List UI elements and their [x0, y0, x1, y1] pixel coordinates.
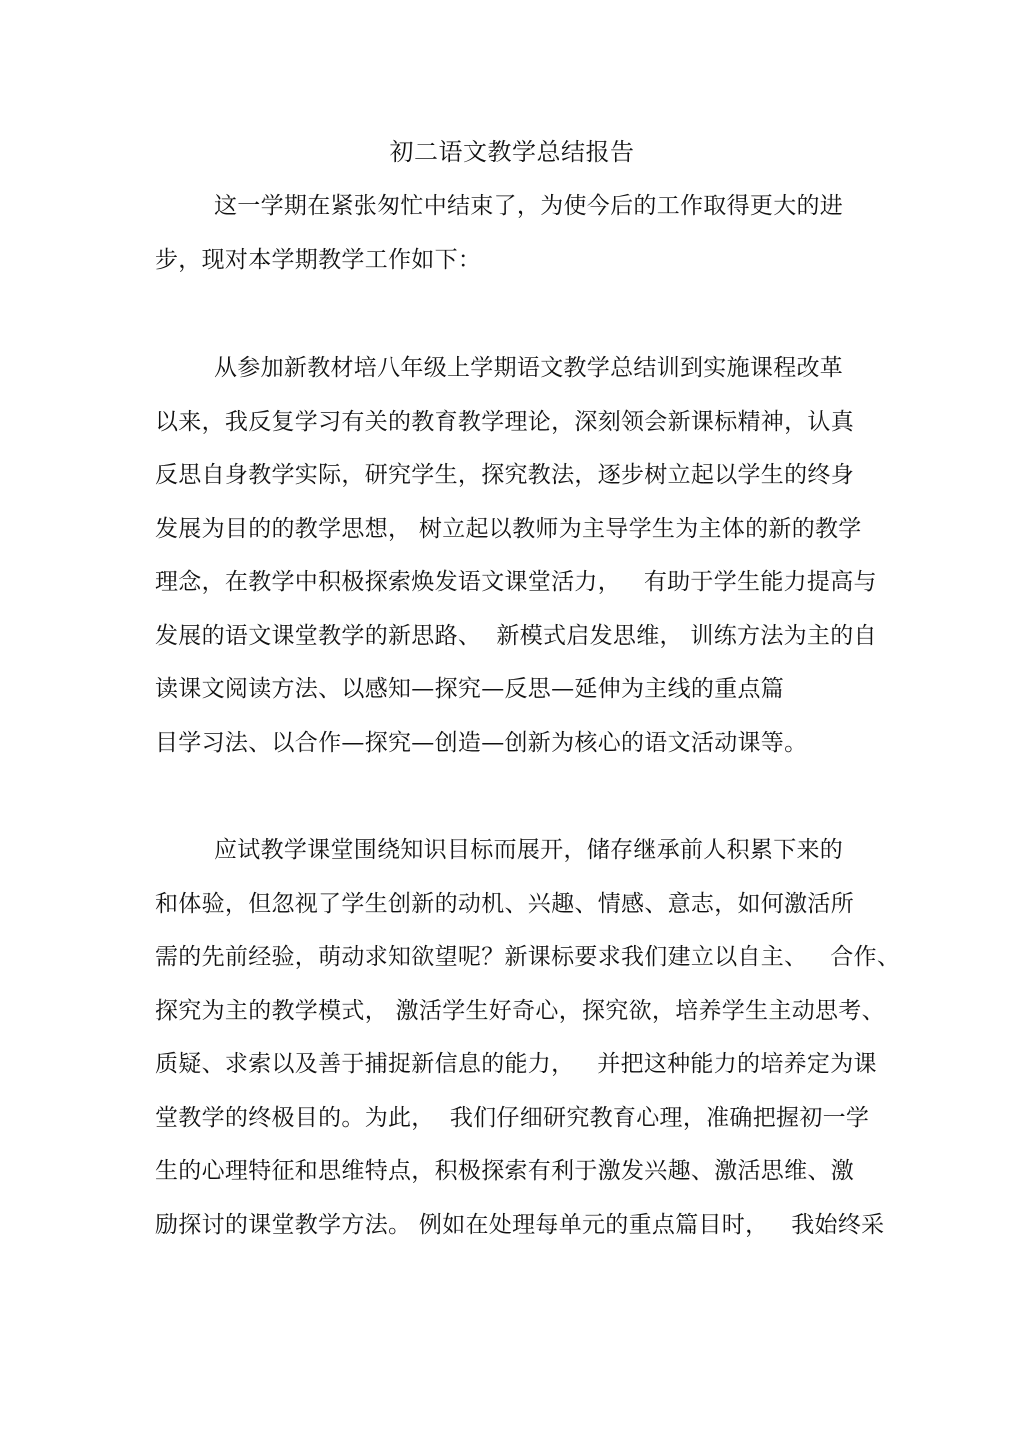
- paragraph-line: 步，现对本学期教学工作如下：: [155, 246, 482, 273]
- paragraph-line: 理念，在教学中积极探索焕发语文课堂活力， 有助于学生能力提高与: [155, 569, 877, 595]
- paragraph-line: 需的先前经验，萌动求知欲望呢？新课标要求我们建立以自主、 合作、: [155, 944, 901, 970]
- paragraph-line: 励探讨的课堂教学方法。 例如在处理每单元的重点篇目时， 我始终采: [155, 1211, 885, 1238]
- paragraph-line: 以来，我反复学习有关的教育教学理论，深刻领会新课标精神，认真: [155, 408, 854, 435]
- paragraph-teaching-reform: [155, 342, 875, 770]
- paragraph-line: 发展为目的的教学思想， 树立起以教师为主导学生为主体的新的教学: [155, 515, 862, 542]
- document-title: 初二语文教学总结报告: [389, 138, 635, 166]
- paragraph-line: 发展的语文课堂教学的新思路、 新模式启发思维， 训练方法为主的自: [155, 622, 877, 649]
- paragraph-line: 这一学期在紧张匆忙中结束了，为使今后的工作取得更大的进: [214, 193, 844, 219]
- paragraph-line: 质疑、求索以及善于捕捉新信息的能力， 并把这种能力的培养定为课: [155, 1051, 877, 1077]
- paragraph-line: 从参加新教材培八年级上学期语文教学总结训到实施课程改革: [214, 355, 844, 381]
- paragraph-line: 应试教学课堂围绕知识目标而展开，储存继承前人积累下来的: [214, 837, 844, 863]
- paragraph-line: 目学习法、以合作—探究—创造—创新为核心的语文活动课等。: [155, 729, 808, 756]
- paragraph-line: 反思自身教学实际，研究学生，探究教法，逐步树立起以学生的终身: [155, 462, 854, 488]
- paragraph-line: 生的心理特征和思维特点，积极探索有利于激发兴趣、激活思维、激: [155, 1158, 854, 1184]
- paragraph-line: 探究为主的教学模式， 激活学生好奇心，探究欲，培养学生主动思考、: [155, 997, 885, 1024]
- paragraph-line: 和体验，但忽视了学生创新的动机、兴趣、情感、意志，如何激活所: [155, 890, 854, 917]
- paragraph-line: 读课文阅读方法、以感知—探究—反思—延伸为主线的重点篇: [155, 676, 785, 702]
- paragraph-exam-teaching: [155, 824, 901, 1252]
- paragraph-intro: [155, 180, 875, 287]
- paragraph-line: 堂教学的终极目的。为此， 我们仔细研究教育心理，准确把握初一学: [155, 1104, 870, 1131]
